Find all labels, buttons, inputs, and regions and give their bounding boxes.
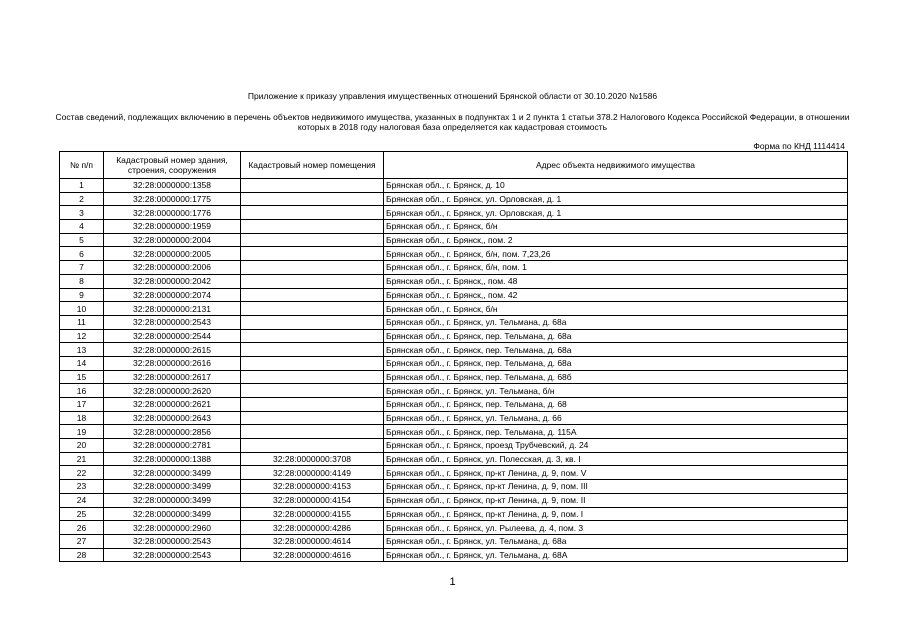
cell-num: 9 — [60, 288, 104, 302]
cell-num: 24 — [60, 493, 104, 507]
cell-address: Брянская обл., г. Брянск, пер. Тельмана, д. 68а — [384, 343, 848, 357]
cell-address: Брянская обл., г. Брянск, пр-кт Ленина, д. 9, пом. I — [384, 507, 848, 521]
cell-address: Брянская обл., г. Брянск,, пом. 48 — [384, 274, 848, 288]
table-row — [60, 548, 848, 562]
cell-num: 19 — [60, 425, 104, 439]
cell-num: 15 — [60, 370, 104, 384]
cell-address: Брянская обл., г. Брянск, ул. Тельмана, д. 68А — [384, 548, 848, 562]
cell-num: 23 — [60, 480, 104, 494]
cell-address: Брянская обл., г. Брянск, б/н, пом. 1 — [384, 261, 848, 275]
page-number: 1 — [449, 576, 456, 588]
cell-premises-cadastral — [241, 288, 384, 302]
table-row — [60, 192, 848, 206]
cell-address: Брянская обл., г. Брянск, д. 10 — [384, 179, 848, 193]
cell-num: 16 — [60, 384, 104, 398]
cell-address: Брянская обл., г. Брянск, пр-кт Ленина, д. 9, пом. III — [384, 480, 848, 494]
cell-num: 22 — [60, 466, 104, 480]
cell-premises-cadastral — [241, 179, 384, 193]
cell-building-cadastral: 32:28:0000000:3499 — [104, 507, 241, 521]
cell-premises-cadastral: 32:28:0000000:4614 — [241, 534, 384, 548]
cell-building-cadastral: 32:28:0000000:2543 — [104, 534, 241, 548]
cell-building-cadastral: 32:28:0000000:1959 — [104, 220, 241, 234]
property-table — [59, 151, 848, 562]
table-row — [60, 288, 848, 302]
header-premises-cadastral: Кадастровый номер помещения — [241, 152, 384, 179]
cell-premises-cadastral — [241, 439, 384, 453]
cell-address: Брянская обл., г. Брянск, б/н, пом. 7,23,26 — [384, 247, 848, 261]
table-row — [60, 521, 848, 535]
cell-premises-cadastral — [241, 192, 384, 206]
cell-num: 11 — [60, 315, 104, 329]
cell-building-cadastral: 32:28:0000000:2616 — [104, 356, 241, 370]
cell-address: Брянская обл., г. Брянск, ул. Тельмана, д. 68а — [384, 315, 848, 329]
cell-building-cadastral: 32:28:0000000:2781 — [104, 439, 241, 453]
cell-num: 13 — [60, 343, 104, 357]
cell-premises-cadastral — [241, 247, 384, 261]
cell-address: Брянская обл., г. Брянск, пер. Тельмана, д. 68а — [384, 356, 848, 370]
table-row — [60, 398, 848, 412]
cell-address: Брянская обл., г. Брянск, пр-кт Ленина, д. 9, пом. V — [384, 466, 848, 480]
cell-building-cadastral: 32:28:0000000:2960 — [104, 521, 241, 535]
table-row — [60, 220, 848, 234]
cell-premises-cadastral — [241, 233, 384, 247]
cell-num: 3 — [60, 206, 104, 220]
cell-address: Брянская обл., г. Брянск, ул. Тельмана, д. 66 — [384, 411, 848, 425]
cell-address: Брянская обл., г. Брянск, ул. Полесская, д. 3, кв. I — [384, 452, 848, 466]
cell-premises-cadastral: 32:28:0000000:3708 — [241, 452, 384, 466]
cell-address: Брянская обл., г. Брянск, пер. Тельмана, д. 68а — [384, 329, 848, 343]
cell-premises-cadastral — [241, 220, 384, 234]
cell-building-cadastral: 32:28:0000000:2620 — [104, 384, 241, 398]
table-row — [60, 534, 848, 548]
cell-num: 4 — [60, 220, 104, 234]
cell-address: Брянская обл., г. Брянск, б/н — [384, 220, 848, 234]
table-row — [60, 507, 848, 521]
cell-premises-cadastral — [241, 356, 384, 370]
cell-num: 1 — [60, 179, 104, 193]
cell-num: 25 — [60, 507, 104, 521]
cell-building-cadastral: 32:28:0000000:2004 — [104, 233, 241, 247]
cell-building-cadastral: 32:28:0000000:2074 — [104, 288, 241, 302]
cell-premises-cadastral: 32:28:0000000:4155 — [241, 507, 384, 521]
cell-building-cadastral: 32:28:0000000:2856 — [104, 425, 241, 439]
cell-num: 26 — [60, 521, 104, 535]
cell-premises-cadastral — [241, 302, 384, 316]
cell-address: Брянская обл., г. Брянск, ул. Рылеева, д. 4, пом. 3 — [384, 521, 848, 535]
cell-building-cadastral: 32:28:0000000:1775 — [104, 192, 241, 206]
cell-premises-cadastral — [241, 315, 384, 329]
table-header-row — [60, 152, 848, 179]
cell-building-cadastral: 32:28:0000000:2006 — [104, 261, 241, 275]
cell-premises-cadastral: 32:28:0000000:4149 — [241, 466, 384, 480]
table-row — [60, 179, 848, 193]
cell-building-cadastral: 32:28:0000000:3499 — [104, 466, 241, 480]
header-num: № п/п — [60, 152, 104, 179]
cell-num: 7 — [60, 261, 104, 275]
cell-address: Брянская обл., г. Брянск, ул. Орловская, д. 1 — [384, 192, 848, 206]
cell-building-cadastral: 32:28:0000000:3499 — [104, 493, 241, 507]
cell-premises-cadastral — [241, 343, 384, 357]
cell-building-cadastral: 32:28:0000000:2544 — [104, 329, 241, 343]
cell-num: 5 — [60, 233, 104, 247]
cell-premises-cadastral: 32:28:0000000:4616 — [241, 548, 384, 562]
table-row — [60, 466, 848, 480]
cell-num: 10 — [60, 302, 104, 316]
table-body — [60, 179, 848, 562]
cell-building-cadastral: 32:28:0000000:1388 — [104, 452, 241, 466]
cell-address: Брянская обл., г. Брянск, ул. Орловская, д. 1 — [384, 206, 848, 220]
header-address: Адрес объекта недвижимого имущества — [384, 152, 848, 179]
table-row — [60, 439, 848, 453]
cell-address: Брянская обл., г. Брянск, пр-кт Ленина, д. 9, пом. II — [384, 493, 848, 507]
table-row — [60, 480, 848, 494]
cell-premises-cadastral — [241, 425, 384, 439]
cell-premises-cadastral — [241, 274, 384, 288]
cell-num: 27 — [60, 534, 104, 548]
cell-address: Брянская обл., г. Брянск, б/н — [384, 302, 848, 316]
cell-num: 12 — [60, 329, 104, 343]
table-row — [60, 206, 848, 220]
cell-num: 20 — [60, 439, 104, 453]
document-subtitle: Состав сведений, подлежащих включению в перечень объектов недвижимого имущества, указанных в подпунктах 1 и 2 пункта 1 статьи 378.2 Налогового Кодекса Российской Федерации, в отношении которых в 2018 году налоговая база определяется как кадастровая стоимость — [55, 112, 850, 132]
table-row — [60, 329, 848, 343]
table-row — [60, 302, 848, 316]
cell-building-cadastral: 32:28:0000000:1776 — [104, 206, 241, 220]
cell-num: 6 — [60, 247, 104, 261]
cell-premises-cadastral — [241, 384, 384, 398]
cell-premises-cadastral — [241, 261, 384, 275]
cell-premises-cadastral — [241, 370, 384, 384]
table-row — [60, 247, 848, 261]
cell-premises-cadastral: 32:28:0000000:4286 — [241, 521, 384, 535]
cell-building-cadastral: 32:28:0000000:2615 — [104, 343, 241, 357]
cell-address: Брянская обл., г. Брянск, пер. Тельмана, д. 68б — [384, 370, 848, 384]
cell-premises-cadastral — [241, 329, 384, 343]
cell-address: Брянская обл., г. Брянск, пер. Тельмана, д. 115А — [384, 425, 848, 439]
table-row — [60, 233, 848, 247]
table-row — [60, 384, 848, 398]
table-row — [60, 274, 848, 288]
cell-building-cadastral: 32:28:0000000:2617 — [104, 370, 241, 384]
cell-premises-cadastral: 32:28:0000000:4154 — [241, 493, 384, 507]
cell-premises-cadastral — [241, 411, 384, 425]
header-building-cadastral: Кадастровый номер здания, строения, сооружения — [104, 152, 241, 179]
table-row — [60, 411, 848, 425]
cell-building-cadastral: 32:28:0000000:2042 — [104, 274, 241, 288]
cell-address: Брянская обл., г. Брянск, пер. Тельмана, д. 68 — [384, 398, 848, 412]
table-row — [60, 315, 848, 329]
cell-building-cadastral: 32:28:0000000:2131 — [104, 302, 241, 316]
cell-address: Брянская обл., г. Брянск,, пом. 2 — [384, 233, 848, 247]
table-row — [60, 370, 848, 384]
table-row — [60, 493, 848, 507]
form-code-label: Форма по КНД 1114414 — [753, 141, 845, 151]
cell-building-cadastral: 32:28:0000000:2543 — [104, 315, 241, 329]
cell-address: Брянская обл., г. Брянск,, пом. 42 — [384, 288, 848, 302]
cell-address: Брянская обл., г. Брянск, ул. Тельмана, д. 68а — [384, 534, 848, 548]
cell-address: Брянская обл., г. Брянск, проезд Трубчевский, д. 24 — [384, 439, 848, 453]
cell-num: 21 — [60, 452, 104, 466]
cell-premises-cadastral — [241, 206, 384, 220]
table-row — [60, 452, 848, 466]
cell-num: 8 — [60, 274, 104, 288]
cell-building-cadastral: 32:28:0000000:1358 — [104, 179, 241, 193]
cell-num: 2 — [60, 192, 104, 206]
table-row — [60, 425, 848, 439]
table-row — [60, 356, 848, 370]
cell-num: 28 — [60, 548, 104, 562]
cell-num: 14 — [60, 356, 104, 370]
cell-building-cadastral: 32:28:0000000:2543 — [104, 548, 241, 562]
cell-building-cadastral: 32:28:0000000:2005 — [104, 247, 241, 261]
cell-num: 17 — [60, 398, 104, 412]
cell-building-cadastral: 32:28:0000000:3499 — [104, 480, 241, 494]
table-row — [60, 261, 848, 275]
cell-num: 18 — [60, 411, 104, 425]
cell-building-cadastral: 32:28:0000000:2643 — [104, 411, 241, 425]
cell-premises-cadastral: 32:28:0000000:4153 — [241, 480, 384, 494]
cell-building-cadastral: 32:28:0000000:2621 — [104, 398, 241, 412]
cell-premises-cadastral — [241, 398, 384, 412]
cell-address: Брянская обл., г. Брянск, ул. Тельмана, б/н — [384, 384, 848, 398]
table-row — [60, 343, 848, 357]
document-title: Приложение к приказу управления имущественных отношений Брянской области от 30.10.2020 №1586 — [247, 91, 658, 101]
